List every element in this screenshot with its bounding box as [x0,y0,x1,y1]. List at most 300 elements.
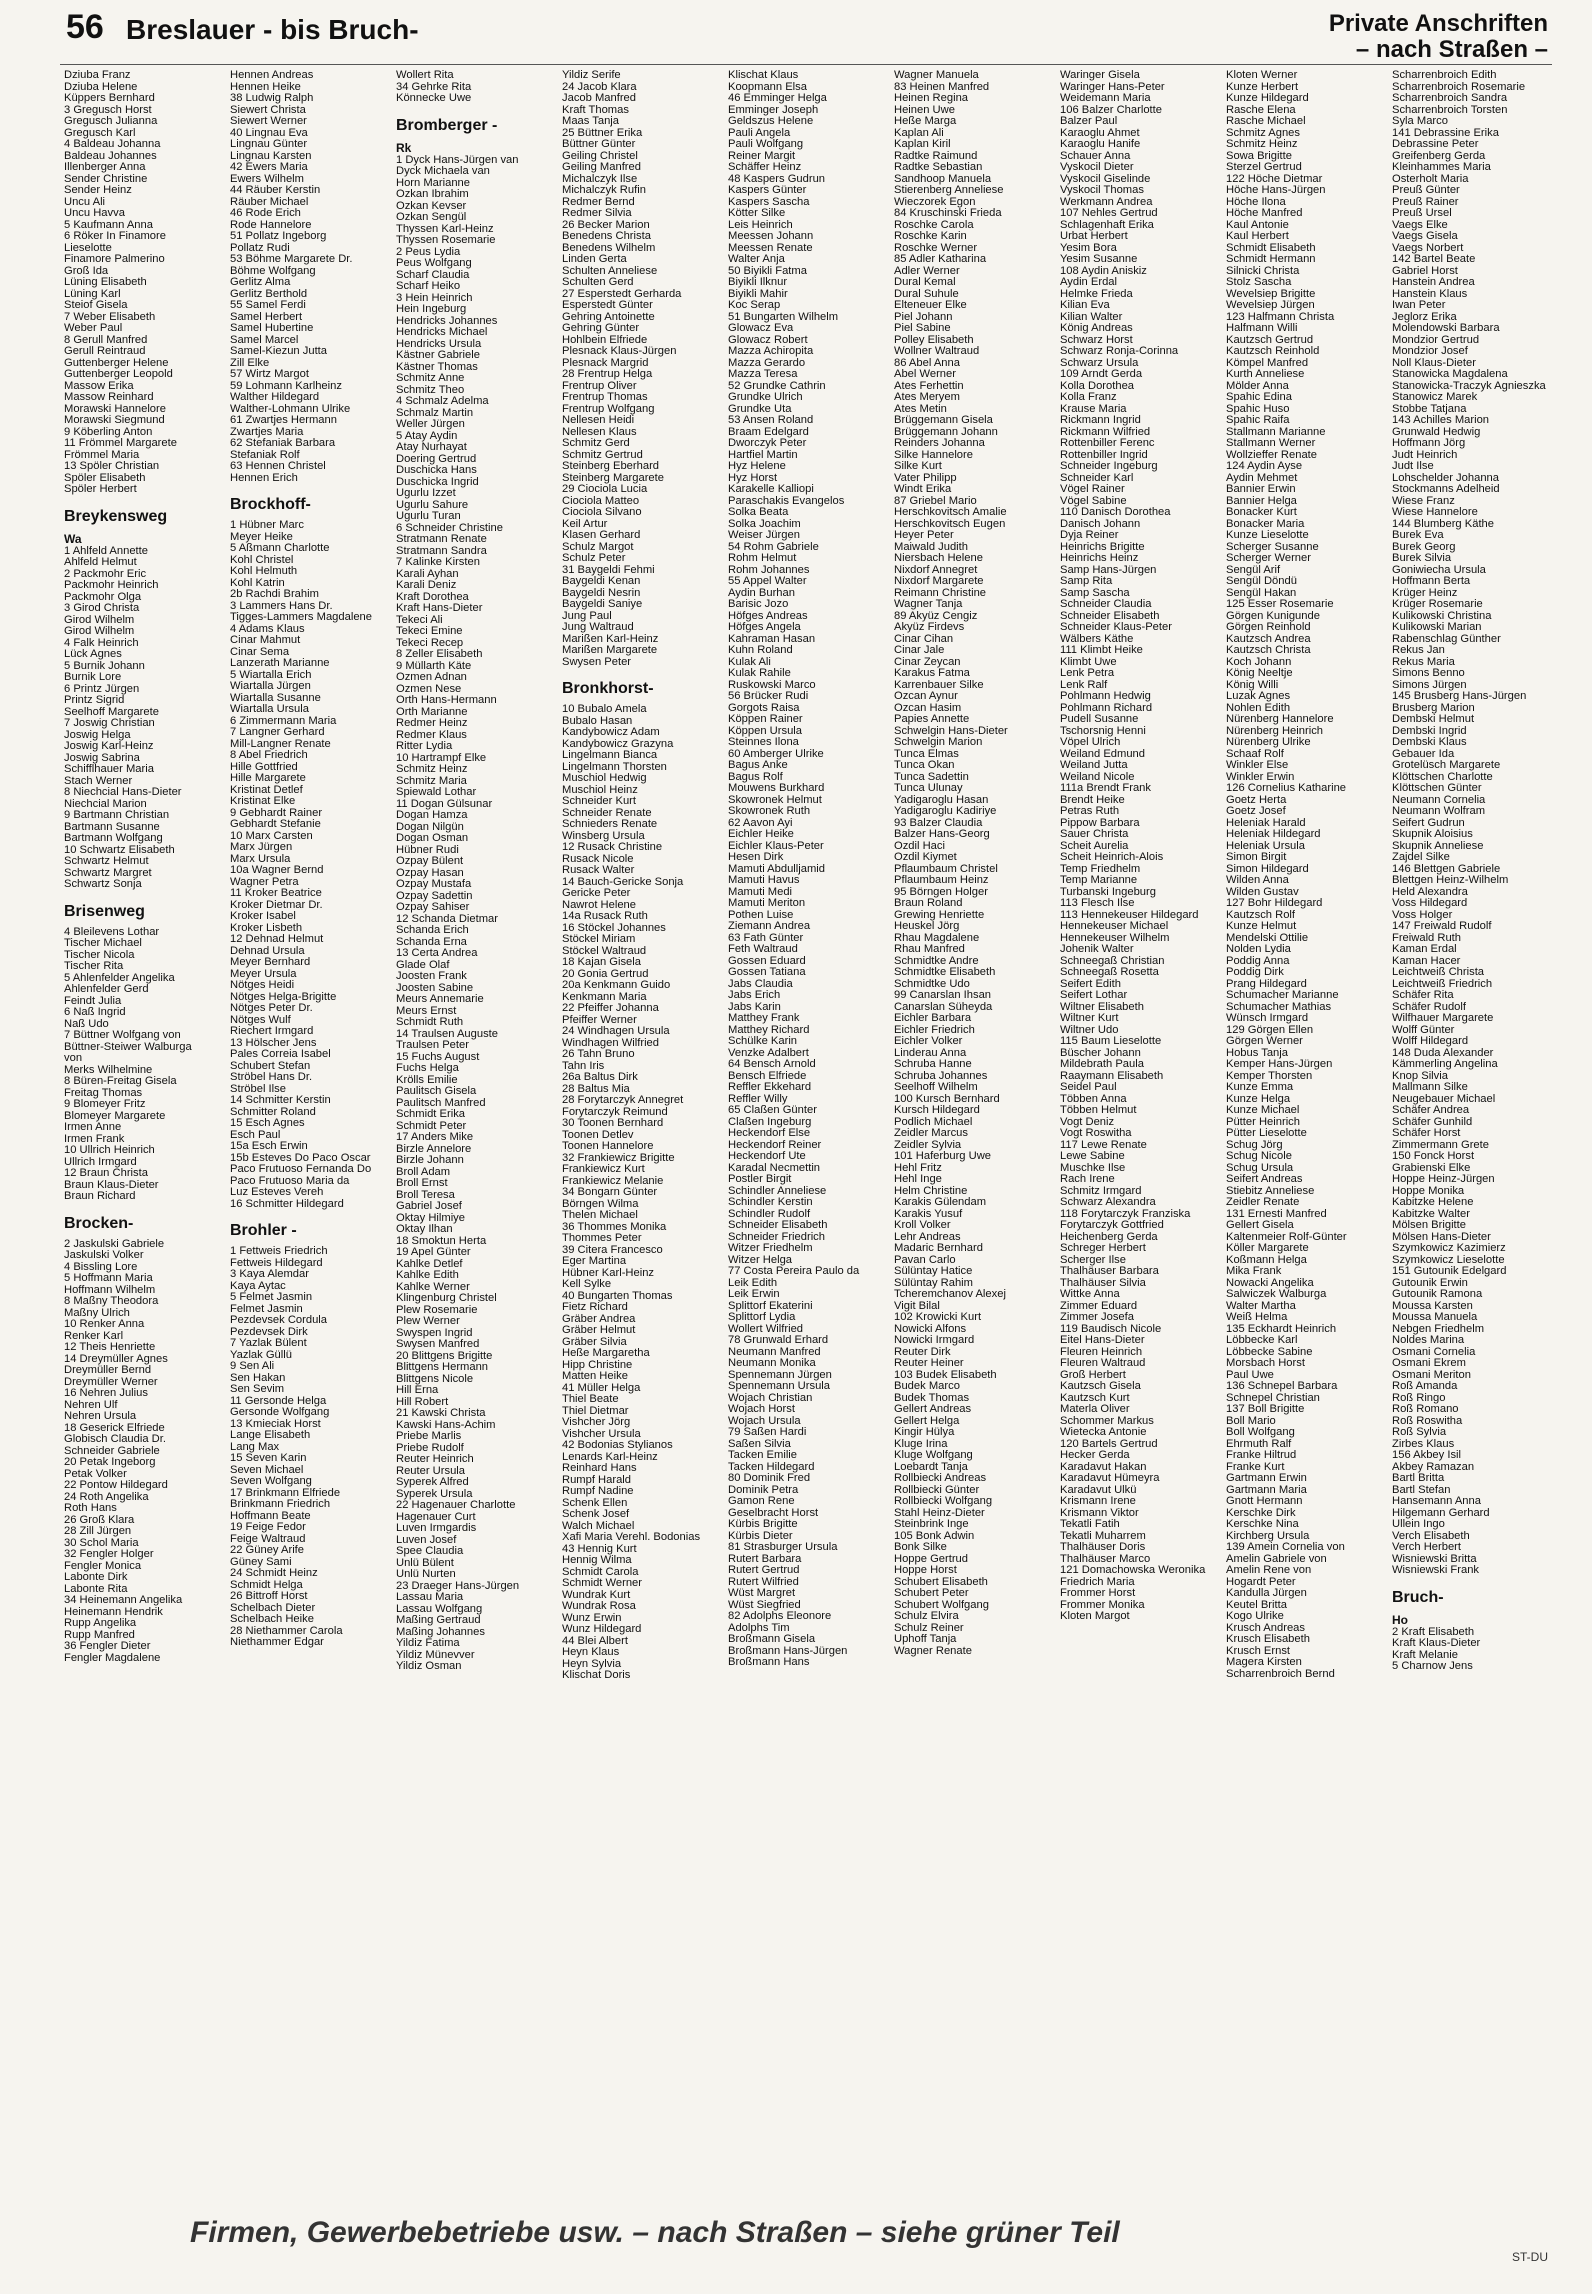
resident-entry: Schenk Ellen [562,1497,628,1509]
resident-entry: Moussa Manuela [1392,1312,1478,1323]
resident-entry: Schäfer Horst [1392,1128,1461,1139]
resident-entry: Schwartz Helmut [64,856,149,867]
resident-entry: Roß Roswitha [1392,1415,1463,1427]
resident-entry: Klimbt Uwe [1060,656,1117,668]
resident-entry: Kemper Thorsten [1226,1070,1313,1082]
resident-entry: Zimmer Eduard [1060,1300,1138,1312]
resident-entry: 2 Peus Lydia [396,246,461,258]
resident-entry: Sengül Döndü [1226,576,1297,587]
resident-entry: Girod Wilhelm [64,626,135,637]
resident-entry: Burnik Lore [64,672,122,683]
resident-entry: Klischat Doris [562,1670,631,1681]
resident-entry: Schulz Reiner [894,1622,964,1634]
district-code: Rk [396,140,412,155]
resident-entry: Bannier Helga [1226,495,1297,507]
resident-entry: Gericke Peter [562,888,631,899]
resident-entry: Gabriel Josef [396,1201,462,1212]
directory-column [1060,70,1221,2200]
resident-entry: Nowicki Alfons [894,1323,967,1335]
resident-entry: 14a Rusack Ruth [562,911,648,922]
resident-entry: Irmen Anne [64,1122,122,1133]
resident-entry: 95 Börngen Holger [894,886,988,898]
resident-entry: Klingenburg Christel [396,1293,497,1304]
resident-entry: 10a Wagner Bernd [230,865,324,876]
resident-entry: Aydin Erdal [1060,277,1118,288]
resident-entry: Esch Paul [230,1129,281,1141]
resident-entry: Pezdevsek Cordula [230,1315,328,1326]
resident-entry: Thyssen Karl-Heinz [396,223,494,235]
resident-entry: Fietz Richard [562,1302,628,1313]
resident-entry: Krause Maria [1060,403,1127,415]
resident-entry: Lohschelder Johanna [1392,472,1499,484]
resident-entry: Leik Edith [728,1277,778,1289]
resident-entry: Krusch Elisabeth [1226,1634,1310,1645]
resident-entry: Walter Martha [1226,1300,1296,1312]
resident-entry: Kulak Ali [728,656,771,668]
resident-entry: Lang Max [230,1441,280,1453]
resident-entry: Nehren Ursula [64,1411,137,1422]
resident-entry: Yesim Susanne [1060,254,1138,265]
resident-entry: Waringer Hans-Peter [1060,81,1165,93]
resident-entry: Seven Wolfgang [230,1476,312,1487]
resident-entry: Weller Jürgen [396,419,465,430]
resident-entry: Schmidt Erika [396,1109,466,1120]
resident-entry: Bartmann Wolfgang [64,833,163,844]
resident-entry: Cinar Cihan [894,633,954,645]
resident-entry: Kirchberg Ursula [1226,1530,1310,1542]
resident-entry: Nürenberg Ulrike [1226,737,1311,748]
resident-entry: Amelin Rene von [1226,1565,1312,1576]
resident-entry: Gartmann Erwin [1226,1473,1307,1484]
resident-entry: Rutert Gertrud [728,1565,800,1576]
resident-entry: Geiling Manfred [562,162,641,173]
resident-entry: Stallmann Marianne [1226,426,1326,438]
resident-entry: Broßmann Hans-Jürgen [728,1645,848,1657]
resident-entry: 127 Bohr Hildegard [1226,898,1323,909]
resident-entry: Özkan Ibrahim [396,189,469,200]
resident-entry: Pütter Lieselotte [1226,1128,1307,1139]
resident-entry: Marx Jürgen [230,842,293,853]
resident-entry: Özpay Bülent [396,856,464,867]
resident-entry: Ruskowski Marco [728,679,816,691]
resident-entry: Wiltner Elisabeth [1060,1001,1144,1013]
resident-entry: Steinbrink Inge [894,1519,969,1530]
resident-entry: Piel Sabine [894,323,951,334]
resident-entry: Seifert Edith [1060,978,1121,990]
resident-entry: Höche Ilona [1226,196,1286,208]
resident-entry: 5 Aßmann Charlotte [230,543,330,554]
resident-entry: Marx Ursula [230,853,291,865]
resident-entry: 1 Fettweis Friedrich [230,1246,328,1257]
resident-entry: Elteneuer Elke [894,300,967,311]
resident-entry: 5 Atay Aydin [396,430,458,442]
resident-entry: 28 Baltus Mia [562,1083,630,1095]
resident-entry: 5 Ahlenfelder Angelika [64,972,175,984]
resident-entry: Sen Sevim [230,1384,285,1395]
resident-entry: Kaya Aytac [230,1280,286,1292]
resident-entry: 34 Bongarn Günter [562,1187,658,1198]
resident-entry: 2 Jaskulski Gabriele [64,1238,165,1250]
resident-entry: Gellert Helga [894,1415,960,1427]
resident-entry: Rasche Michael [1226,116,1306,127]
section-subtitle: – nach Straßen – [1355,36,1548,63]
resident-entry: Yildiz Serife [562,70,621,81]
resident-entry: Roschke Karin [894,231,967,242]
directory-column [1226,70,1387,2200]
resident-entry: Hendricks Johannes [396,315,498,327]
resident-entry: 22 Hagenauer Charlotte [396,1500,516,1511]
resident-entry: Reffler Ekkehard [728,1082,812,1093]
resident-entry: Seifert Andreas [1226,1174,1303,1185]
resident-entry: 24 Jacob Klara [562,81,637,93]
resident-entry: Schwarz Ronja-Corinna [1060,346,1179,357]
resident-entry: Gnott Hermann [1226,1496,1303,1507]
resident-entry: Klöttschen Günter [1392,783,1482,794]
resident-entry: Frentrup Thomas [562,392,648,403]
resident-entry: Fleuren Waltraud [1060,1358,1146,1369]
resident-entry: 145 Brusberg Hans-Jürgen [1392,691,1527,702]
resident-entry: 113 Hennekeuser Hildegard [1060,909,1199,921]
directory-column [1392,70,1553,2200]
resident-entry: 8 Büren-Freitag Gisela [64,1076,177,1087]
resident-entry: Tekatli Fatih [1060,1519,1120,1530]
resident-entry: Kroker Lisbeth [230,922,303,934]
resident-entry: Spöler Herbert [64,484,137,495]
resident-entry: Gräber Silvia [562,1336,627,1348]
resident-entry: 55 Samel Ferdi [230,300,306,311]
resident-entry: 14 Dreymüller Agnes [64,1353,168,1365]
resident-entry: Hille Gottfried [230,761,298,773]
resident-entry: Mölsen Brigitte [1392,1220,1466,1231]
resident-entry: Broll Ernst [396,1178,448,1189]
resident-entry: 51 Bungarten Wilhelm [728,311,839,323]
resident-entry: Schmidt Elisabeth [1226,242,1316,254]
resident-entry: Tekeci Recep [396,637,464,649]
resident-entry: Roß Romano [1392,1404,1459,1415]
resident-entry: Hehl Inge [894,1174,942,1185]
resident-entry: 40 Lingnau Eva [230,127,308,139]
resident-entry: 5 Felmet Jasmin [230,1292,313,1303]
resident-entry: Lingnau Karsten [230,150,312,162]
resident-entry: Heleniak Ursula [1226,840,1305,852]
resident-entry: Schäffer Heinz [728,162,802,173]
resident-entry: Felmet Jasmin [230,1303,303,1315]
resident-entry: Mallmann Silke [1392,1082,1468,1093]
resident-entry: Oktay Hilmiye [396,1212,465,1224]
resident-entry: Keutel Britta [1226,1599,1287,1611]
resident-entry: Petak Volker [64,1468,127,1480]
resident-entry: Pflaumbaum Heinz [894,875,989,886]
resident-entry: Eitel Hans-Dieter [1060,1335,1145,1346]
resident-entry: Geselbracht Horst [728,1507,819,1519]
resident-entry: Spahic Edina [1226,392,1292,403]
resident-entry: Mondzior Gertrud [1392,334,1480,346]
resident-entry: Schmidt Ruth [396,1017,464,1028]
resident-entry: Zajdel Silke [1392,852,1450,863]
resident-entry: 44 Räuber Kerstin [230,185,321,196]
resident-entry: Reffler Willy [728,1093,788,1105]
resident-entry: Tahn Iris [562,1060,605,1072]
resident-entry: Ziemann Andrea [728,921,811,932]
resident-entry: Winkler Erwin [1226,771,1295,783]
resident-entry: Saßen Silvia [728,1438,791,1450]
resident-entry: Mazza Gerardo [728,357,806,369]
resident-entry: Spiewald Lothar [396,787,477,798]
resident-entry: Tacken Hildegard [728,1461,815,1473]
resident-entry: 12 Theis Henriette [64,1342,156,1353]
resident-entry: Walter Anja [728,254,785,265]
resident-entry: Dural Suhule [894,288,959,300]
resident-entry: Krusch Andreas [1226,1622,1305,1634]
resident-entry: Krölls Emilie [396,1074,458,1086]
resident-entry: Stockmanns Adelheid [1392,484,1500,495]
resident-entry: Neumann Wolfram [1392,806,1486,817]
resident-entry: Schwartz Margret [64,867,152,879]
resident-entry: Schulz Elvira [894,1611,959,1622]
resident-entry: Baygeldi Nesrin [562,587,641,599]
street-heading: Bruch- [1392,1588,1444,1606]
resident-entry: Özmen Nese [396,683,462,695]
resident-entry: Krüger Heinz [1392,587,1458,599]
resident-entry: Schenk Josef [562,1509,630,1520]
resident-entry: Pavan Carlo [894,1254,956,1266]
resident-entry: 4 Falk Heinrich [64,637,139,649]
resident-entry: 18 Geserick Elfriede [64,1422,165,1434]
resident-entry: Materla Oliver [1060,1404,1130,1415]
resident-entry: Rollbiecki Günter [894,1484,980,1496]
resident-entry: Dogan Nilgün [396,821,464,833]
resident-entry: Goetz Herta [1226,794,1287,806]
resident-entry: 48 Kaspers Gudrun [728,173,826,185]
resident-entry: Kilian Eva [1060,300,1110,311]
resident-entry: Tcheremchanov Alexej [894,1289,1006,1300]
resident-entry: Hoppe Monika [1392,1185,1465,1197]
resident-entry: Lehr Andreas [894,1231,961,1243]
resident-entry: Ciociola Matteo [562,495,640,507]
resident-entry: Matthey Richard [728,1024,810,1036]
resident-entry: 129 Görgen Ellen [1226,1024,1314,1036]
resident-entry: Joswig Helga [64,729,131,741]
resident-entry: Winkler Else [1226,760,1289,771]
resident-entry: 10 Bubalo Amela [562,704,647,715]
resident-entry: Herschkovitsch Eugen [894,518,1006,530]
resident-entry: Schnepel Christian [1226,1392,1320,1404]
resident-entry: Orth Hans-Hermann [396,695,497,706]
resident-entry: Baygeldi Kenan [562,576,641,587]
resident-entry: Uncu Ali [64,196,106,208]
resident-entry: Goetz Josef [1226,806,1286,817]
resident-entry: 8 Maßny Theodora [64,1296,159,1307]
resident-entry: Wilden Gustav [1226,886,1299,898]
resident-entry: Dziuba Helene [64,81,138,93]
resident-entry: 22 Pfeiffer Johanna [562,1003,659,1014]
resident-entry: Roß Ringo [1392,1392,1446,1404]
resident-entry: 42 Bodonias Stylianos [562,1440,673,1451]
resident-entry: Hoffmann Berta [1392,576,1471,587]
resident-entry: Kolla Dorothea [1060,380,1135,392]
resident-entry: Keil Artur [562,518,608,530]
resident-entry: Krusch Ernst [1226,1645,1291,1657]
resident-entry: Zimmer Josefa [1060,1312,1134,1323]
resident-entry: 10 Marx Carsten [230,830,313,842]
resident-entry: 11 Gersonde Helga [230,1395,327,1407]
resident-entry: Tunca Ulunay [894,783,963,794]
resident-entry: Walch Michael [562,1520,635,1532]
resident-entry: Bubalo Hasan [562,715,633,727]
resident-entry: 119 Baudisch Nicole [1060,1323,1162,1335]
resident-entry: 26 Groß Klara [64,1514,135,1526]
resident-entry: 99 Canarslan Ihsan [894,990,992,1001]
resident-entry: Debrassine Peter [1392,139,1479,150]
resident-entry: Reuter Ursula [396,1465,466,1477]
resident-entry: Kerschke Nina [1226,1519,1299,1530]
resident-entry: Temp Marianne [1060,875,1138,886]
resident-entry: Swysen Peter [562,656,632,668]
resident-entry: Bagus Rolf [728,771,783,783]
resident-entry: Marißen Margarete [562,645,658,656]
resident-entry: Noll Klaus-Dieter [1392,357,1476,369]
resident-entry: Walther Hildegard [230,392,320,403]
resident-entry: Schneider Ingeburg [1060,461,1158,472]
resident-entry: Silke Kurt [894,461,942,472]
resident-entry: Grewing Henriette [894,909,985,921]
resident-entry: 7 Yazlak Bülent [230,1338,307,1349]
resident-entry: Jeglorz Erika [1392,311,1457,323]
resident-entry: Wojach Ursula [728,1415,801,1427]
resident-entry: Bartl Britta [1392,1473,1445,1484]
resident-entry: Skowronek Helmut [728,794,822,806]
resident-entry: Scheit Heinrich-Alois [1060,852,1164,863]
resident-entry: 137 Boll Brigitte [1226,1404,1305,1415]
resident-entry: Pales Correia Isabel [230,1049,331,1060]
resident-entry: Rupp Angelika [64,1618,137,1629]
resident-entry: Hille Margarete [230,773,306,784]
resident-entry: Broßmann Hans [728,1657,810,1668]
resident-entry: Frankiewicz Melanie [562,1175,664,1187]
resident-entry: Orth Marianne [396,706,468,718]
resident-entry: Cinar Zeycan [894,656,961,668]
resident-entry: 32 Frankiewicz Brigitte [562,1152,675,1164]
resident-entry: Braun Klaus-Dieter [64,1179,159,1191]
resident-entry: Mölsen Hans-Dieter [1392,1231,1491,1243]
resident-entry: Matten Heike [562,1371,628,1382]
resident-entry: Özcan Hasim [894,702,962,714]
resident-entry: Noldes Marina [1392,1335,1465,1346]
resident-entry: Herschkovitsch Amalie [894,507,1007,518]
resident-entry: 28 Frentrup Helga [562,369,653,380]
resident-entry: Kaul Antonie [1226,219,1289,231]
resident-entry: Weiß Helma [1226,1312,1288,1323]
resident-entry: Kohl Helmuth [230,566,298,577]
resident-entry: Görgen Reinhold [1226,622,1311,633]
resident-entry: Heyn Klaus [562,1647,620,1658]
resident-entry: Luven Irmgardis [396,1523,477,1534]
resident-entry: 12 Schanda Dietmar [396,913,498,925]
resident-entry: Hanstein Andrea [1392,277,1475,288]
resident-entry: Bartl Stefan [1392,1484,1451,1496]
resident-entry: Aydin Mehmet [1226,472,1298,484]
resident-entry: Kaul Herbert [1226,231,1289,242]
resident-entry: Räuber Michael [230,196,309,208]
resident-entry: Jabs Claudia [728,978,793,990]
resident-entry: Paco Frutuoso Maria da [230,1175,350,1187]
resident-entry: Packmohr Heinrich [64,580,159,591]
resident-entry: Wolff Günter [1392,1024,1455,1036]
resident-entry: Temp Friedhelm [1060,863,1141,875]
resident-entry: Meurs Annemarie [396,994,484,1005]
resident-entry: Gerlitz Berthold [230,288,308,300]
resident-entry: Schubert Elisabeth [894,1576,988,1588]
resident-entry: 18 Smoktun Herta [396,1235,487,1247]
resident-entry: Özpay Hasan [396,867,464,879]
resident-entry: Raaymann Elisabeth [1060,1070,1164,1082]
resident-entry: Thelen Michael [562,1210,638,1221]
resident-entry: Siewert Christa [230,104,306,116]
resident-entry: Gellert Andreas [894,1404,972,1415]
resident-entry: Tigges-Lammers Magdalene [230,612,372,623]
resident-entry: 55 Appel Walter [728,576,807,587]
resident-entry: Eichler Barbara [894,1013,972,1024]
resident-entry: Mamuti Havus [728,875,800,886]
resident-entry: Lieselotte [64,242,112,254]
resident-entry: 9 Bartmann Christian [64,810,170,821]
resident-entry: Adler Werner [894,265,960,277]
resident-entry: Zeidler Marcus [894,1128,968,1139]
resident-entry: Wollert Rita [396,70,454,81]
resident-entry: Gartmann Maria [1226,1484,1307,1496]
resident-entry: Stierenberg Anneliese [894,185,1004,196]
resident-entry: Kautzsch Kurt [1060,1392,1130,1404]
resident-entry: Papies Annette [894,714,970,725]
resident-entry: 31 Baygeldi Fehmi [562,564,655,576]
resident-entry: Kaspers Günter [728,185,807,196]
resident-entry: Finamore Palmerino [64,254,165,265]
resident-entry: Friedrich Maria [1060,1576,1135,1588]
resident-entry: Adolphs Tim [728,1622,790,1634]
resident-entry: 3 Kaya Alemdar [230,1269,309,1280]
resident-entry: Globisch Claudia Dr. [64,1434,166,1445]
resident-entry: 36 Thommes Monika [562,1221,667,1233]
resident-entry: Lingelmann Bianca [562,750,658,761]
resident-entry: 6 Schneider Christine [396,522,503,534]
resident-entry: Simons Benno [1392,668,1465,679]
resident-entry: 63 Fath Günter [728,932,804,944]
resident-entry: Wieczorek Egon [894,196,976,208]
resident-entry: 85 Adler Katharina [894,254,987,265]
resident-entry: 5 Kaufmann Anna [64,219,153,231]
resident-entry: Kurth Anneliese [1226,369,1305,380]
resident-entry: Bensch Elfriede [728,1070,807,1082]
resident-entry: Simon Hildegard [1226,863,1309,875]
resident-entry: Thiel Beate [562,1394,619,1405]
resident-entry: Hoffmann Jörg [1392,438,1466,449]
resident-entry: 57 Wirtz Margot [230,369,309,380]
resident-entry: Ugurlu Turan [396,511,461,522]
resident-entry: Wagner Petra [230,876,299,888]
resident-entry: Schumacher Mathias [1226,1001,1332,1013]
resident-entry: Yesim Bora [1060,242,1117,254]
resident-entry: Kolla Franz [1060,392,1117,403]
resident-entry: Sengül Arif [1226,564,1281,576]
resident-entry: Kunze Michael [1226,1105,1300,1116]
resident-entry: Schneider Karl [1060,472,1134,484]
resident-entry: Kahraman Hasan [728,633,816,645]
resident-entry: Braun Roland [894,898,963,909]
resident-entry: Nötges Wulf [230,1014,291,1026]
resident-entry: Kulikowski Christina [1392,610,1492,622]
resident-entry: Meyer Bernhard [230,957,311,968]
resident-entry: Schanda Erna [396,936,467,948]
